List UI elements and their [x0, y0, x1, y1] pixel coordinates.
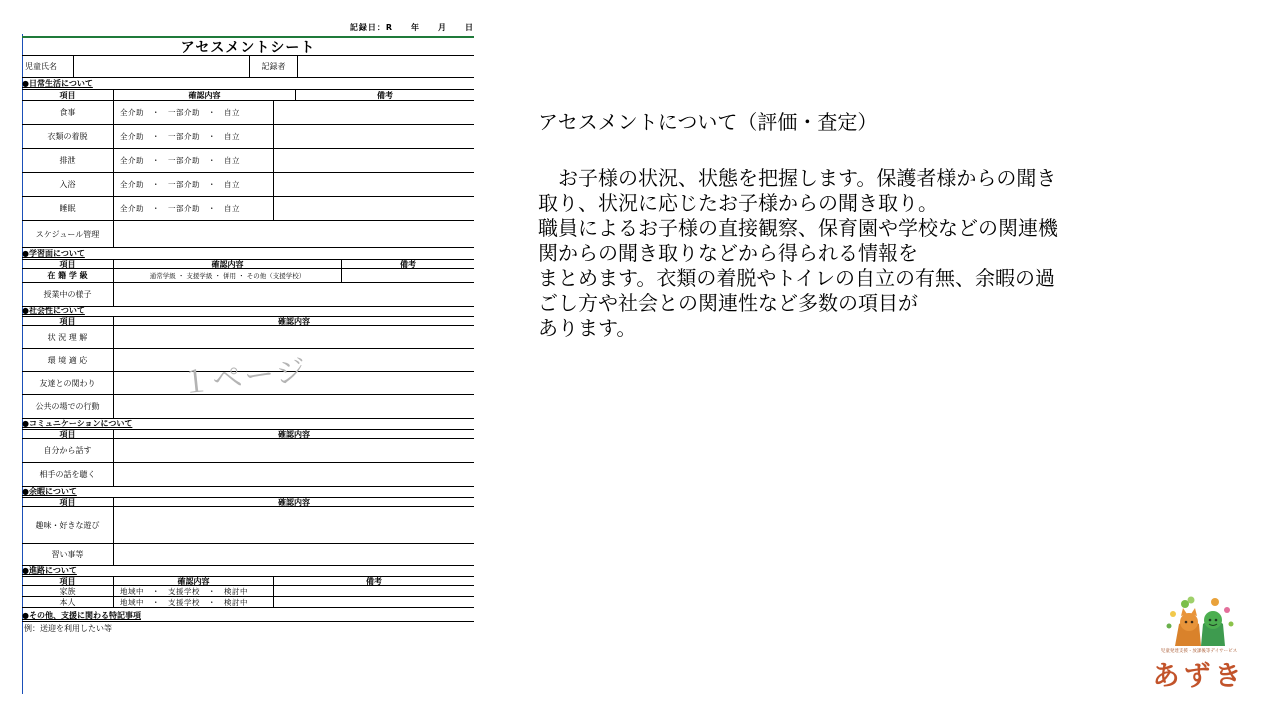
assessment-heading: アセスメントについて（評価・査定） [538, 110, 878, 134]
career-row-label: 本人 [22, 597, 114, 607]
class-row [22, 283, 474, 307]
description-line: 職員によるお子様の直接観察、保育園や学校などの関連機 [538, 216, 1058, 240]
social-header-row [22, 317, 474, 326]
page-watermark: １ページ [178, 353, 310, 402]
social-row-label: 友達との関わり [22, 372, 114, 394]
career-row-options: 地域中 ・ 支援学校 ・ 検討中 [114, 586, 274, 596]
recorder-value [298, 56, 474, 77]
daily-row-options: 全介助 ・ 一部介助 ・ 自立 [114, 173, 274, 196]
child-name-label: 児童氏名 [22, 56, 74, 77]
career-row [22, 586, 474, 597]
daily-row-label: 食事 [22, 101, 114, 124]
description-line: まとめます。衣類の着脱やトイレの自立の有無、余暇の過 [538, 266, 1055, 290]
career-col-note: 備考 [366, 577, 382, 585]
logo-subtitle: 児童発達支援・放課後等デイサービス [1160, 649, 1238, 654]
communication-row [22, 463, 474, 487]
description-line: あります。 [538, 316, 637, 340]
daily-row-options: 全介助 ・ 一部介助 ・ 自立 [114, 197, 274, 220]
description-line: 関からの聞き取りなどから得られる情報を [538, 241, 918, 265]
communication-col-confirm: 確認内容 [278, 430, 310, 438]
social-row-label: 環 境 適 応 [22, 349, 114, 371]
study-header-row [22, 260, 474, 269]
communication-row-label: 相手の話を聴く [22, 463, 114, 486]
daily-col-item: 項目 [22, 90, 114, 100]
daily-row-options: 全介助 ・ 一部介助 ・ 自立 [114, 149, 274, 172]
school-row [22, 269, 474, 283]
daily-header-row [22, 90, 474, 101]
logo-name: あずき [1152, 661, 1246, 692]
schedule-row [22, 221, 474, 248]
daily-row [22, 101, 474, 125]
leisure-col-item: 項目 [22, 498, 114, 506]
social-row-label: 状 況 理 解 [22, 326, 114, 348]
social-col-confirm: 確認内容 [278, 317, 310, 325]
recorder-label: 記録者 [250, 56, 298, 77]
other-section-title: ●その他、支援に関わる特記事項 [22, 608, 474, 622]
career-col-item: 項目 [22, 577, 114, 585]
other-example: 例：送迎を利用したい等 [24, 624, 112, 633]
school-options: 通常学級 ・ 支援学級 ・ 併用 ・ その他（支援学校） [114, 269, 342, 282]
assessment-sheet-image [22, 22, 474, 694]
assessment-description [538, 166, 1178, 341]
daily-row-options: 全介助 ・ 一部介助 ・ 自立 [114, 101, 274, 124]
description-line: ごし方や社会との関連性など多数の項目が [538, 291, 918, 315]
leisure-header-row [22, 498, 474, 507]
career-row-options: 地域中 ・ 支援学校 ・ 検討中 [114, 597, 274, 607]
communication-col-item: 項目 [22, 430, 114, 438]
communication-section-title: ●コミュニケーションについて [22, 419, 474, 430]
daily-col-confirm: 確認内容 [114, 90, 296, 100]
career-row [22, 597, 474, 608]
leisure-section-title: ●余暇について [22, 487, 474, 498]
schedule-label: スケジュール管理 [22, 221, 114, 247]
daily-section-title: ●日常生活について [22, 78, 474, 90]
career-row-label: 家族 [22, 586, 114, 596]
description-line: 取り、状況に応じたお子様からの聞き取り。 [538, 191, 938, 215]
study-section-title: ●学習面について [22, 248, 474, 260]
daily-row-label: 衣類の着脱 [22, 125, 114, 148]
class-label: 授業中の様子 [22, 283, 114, 306]
leisure-row [22, 544, 474, 566]
daily-row-label: 入浴 [22, 173, 114, 196]
record-date: 記録日：R 年 月 日 [349, 23, 474, 32]
daily-row-label: 排泄 [22, 149, 114, 172]
description-line: お子様の状況、状態を把握します。保護者様からの聞き [538, 166, 1057, 190]
daily-row [22, 125, 474, 149]
leisure-row [22, 507, 474, 544]
social-row [22, 395, 474, 419]
communication-header-row [22, 430, 474, 439]
daily-row [22, 149, 474, 173]
study-col-confirm: 確認内容 [114, 260, 342, 268]
social-col-item: 項目 [22, 317, 114, 325]
name-row [22, 56, 474, 78]
mascot-illustration-icon [1145, 594, 1253, 650]
leisure-col-confirm: 確認内容 [278, 498, 310, 506]
sheet-title: アセスメントシート [22, 36, 474, 56]
study-col-note: 備考 [400, 260, 416, 268]
communication-row-label: 自分から話す [22, 439, 114, 462]
daily-row-label: 睡眠 [22, 197, 114, 220]
daily-row [22, 197, 474, 221]
daily-col-note: 備考 [377, 90, 393, 100]
daily-row-options: 全介助 ・ 一部介助 ・ 自立 [114, 125, 274, 148]
social-row [22, 326, 474, 349]
study-col-item: 項目 [22, 260, 114, 268]
social-section-title: ●社会性について [22, 307, 474, 317]
career-header-row [22, 577, 474, 586]
communication-row [22, 439, 474, 463]
career-section-title: ●進路について [22, 566, 474, 577]
school-label: 在 籍 学 級 [22, 269, 114, 282]
child-name-value [74, 56, 250, 77]
social-row-label: 公共の場での行動 [22, 395, 114, 418]
leisure-row-label: 趣味・好きな遊び [22, 507, 114, 543]
azuki-logo [1145, 594, 1253, 694]
career-col-confirm: 確認内容 [114, 577, 274, 585]
leisure-row-label: 習い事等 [22, 544, 114, 565]
daily-row [22, 173, 474, 197]
